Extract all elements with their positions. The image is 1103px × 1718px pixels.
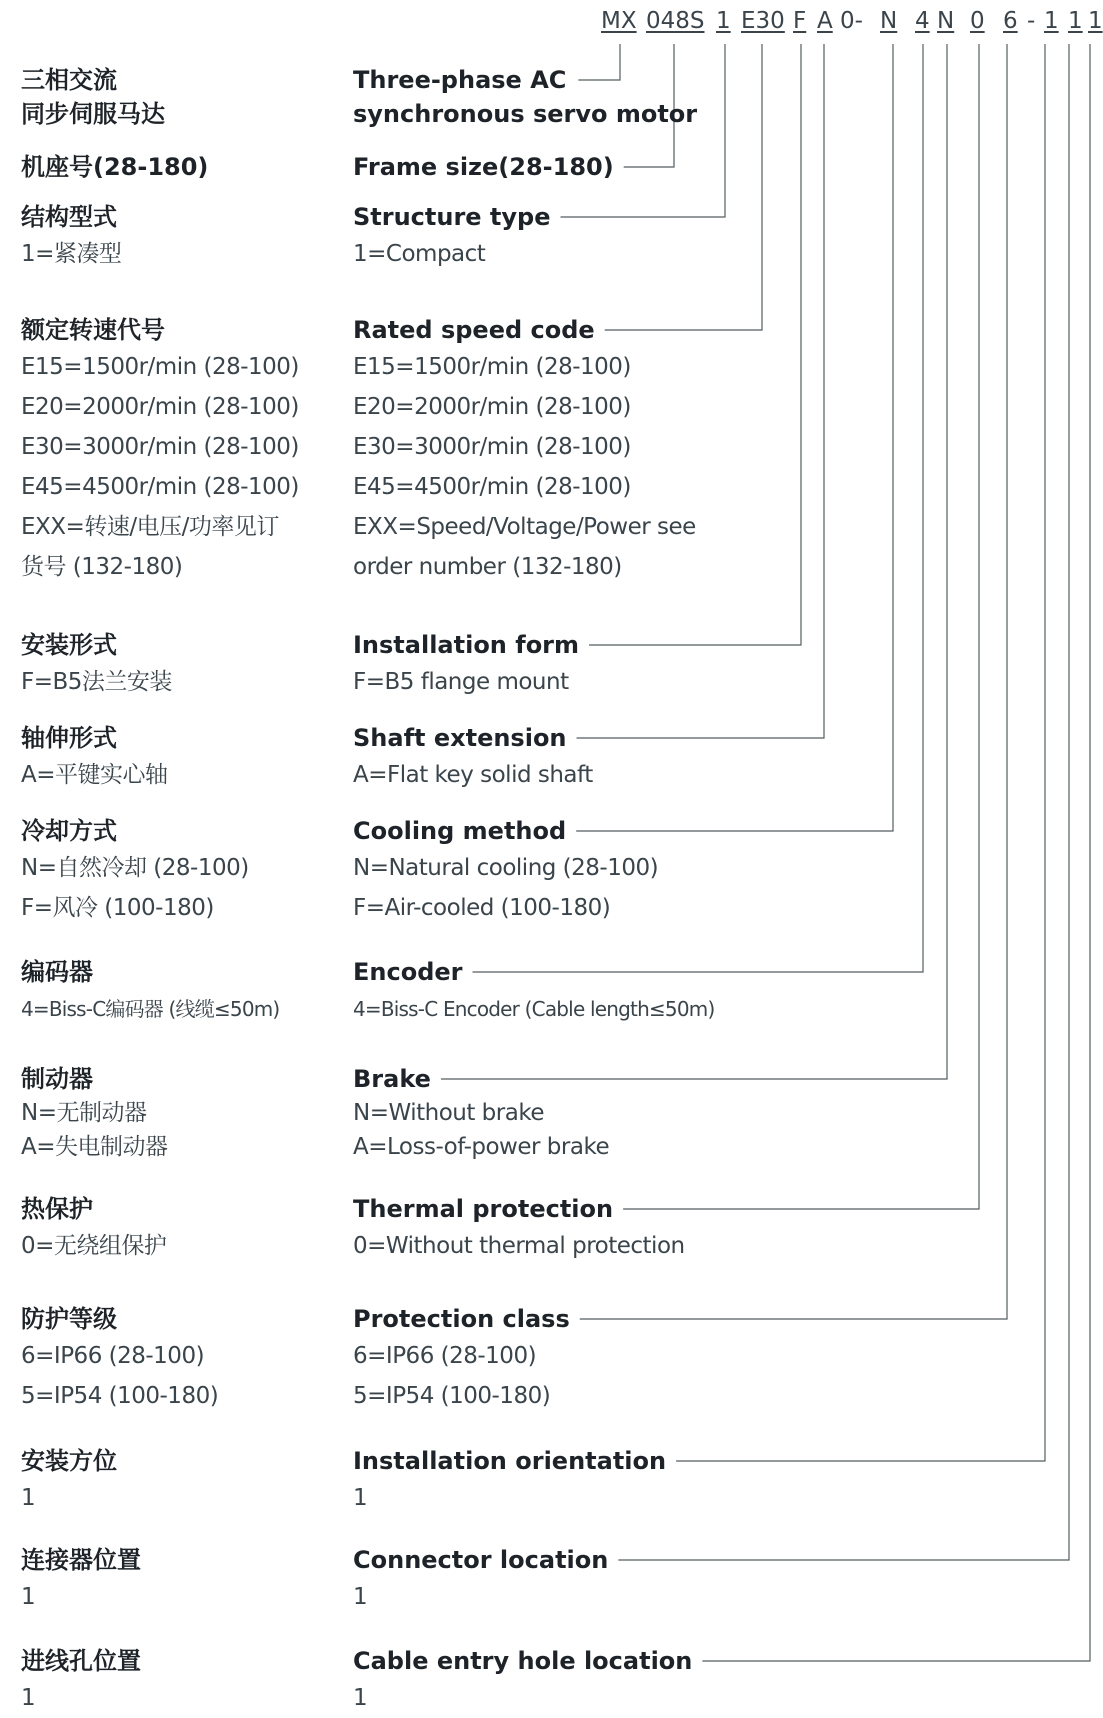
chinese-column (21, 1444, 341, 1518)
chinese-column (21, 200, 341, 274)
option-line-zh: 0=无绕组保护 (21, 1233, 167, 1259)
section-title-zh: 机座号(28-180) (21, 153, 209, 181)
option-line-zh: 货号 (132-180) (21, 554, 183, 580)
option-line-en: N=Natural cooling (28-100) (353, 855, 659, 881)
english-column (353, 1444, 1053, 1518)
option-line-zh: 4=Biss-C编码器 (线缆≤50m) (21, 997, 280, 1021)
section-title-en: synchronous servo motor (353, 100, 698, 128)
option-line-zh: 1=紧凑型 (21, 241, 122, 267)
code-segment: - (1027, 8, 1036, 34)
option-line-zh: E20=2000r/min (28-100) (21, 394, 299, 420)
english-column (353, 1302, 1053, 1416)
code-segment: 1 (1088, 8, 1103, 34)
option-line-zh: EXX=转速/电压/功率见订 (21, 514, 279, 540)
chinese-column (21, 955, 341, 1029)
section-title-zh: 热保护 (21, 1195, 93, 1223)
section-title-zh: 结构型式 (21, 203, 117, 231)
option-line-en: E15=1500r/min (28-100) (353, 354, 631, 380)
option-line-zh: 1 (21, 1584, 36, 1610)
section-title-zh: 连接器位置 (21, 1546, 141, 1574)
code-segment: A (817, 8, 833, 34)
section-title-zh: 进线孔位置 (21, 1647, 141, 1675)
option-line-en: E30=3000r/min (28-100) (353, 434, 631, 460)
option-line-en: A=Flat key solid shaft (353, 762, 593, 788)
option-line-en: E20=2000r/min (28-100) (353, 394, 631, 420)
section-title-zh: 防护等级 (21, 1305, 117, 1333)
section-title-en: Cooling method (353, 817, 567, 845)
option-line-en: 4=Biss-C Encoder (Cable length≤50m) (353, 997, 715, 1021)
section-title-en: Cable entry hole location (353, 1647, 693, 1675)
section-title-zh: 额定转速代号 (21, 316, 165, 344)
english-column (353, 1192, 1053, 1266)
option-line-en: 6=IP66 (28-100) (353, 1343, 537, 1369)
option-line-en: 1=Compact (353, 241, 486, 267)
section-title-en: Rated speed code (353, 316, 595, 344)
code-segment: N (937, 8, 955, 34)
option-line-zh: N=无制动器 (21, 1100, 147, 1126)
section-title-en: Shaft extension (353, 724, 567, 752)
section-title-zh: 编码器 (21, 958, 93, 986)
code-segment: 0 (970, 8, 985, 34)
option-line-zh: 5=IP54 (100-180) (21, 1383, 219, 1409)
chinese-column (21, 150, 341, 184)
option-line-zh: 6=IP66 (28-100) (21, 1343, 205, 1369)
section-title-zh: 三相交流 (21, 66, 117, 94)
option-line-en: E45=4500r/min (28-100) (353, 474, 631, 500)
option-line-zh: 1 (21, 1685, 36, 1711)
english-column (353, 955, 1053, 1029)
chinese-column (21, 1192, 341, 1266)
option-line-zh: A=平键实心轴 (21, 762, 168, 788)
english-column (353, 1062, 1053, 1164)
option-line-en: N=Without brake (353, 1100, 544, 1126)
option-line-zh: E30=3000r/min (28-100) (21, 434, 299, 460)
section-title-zh: 安装形式 (21, 631, 117, 659)
section-title-en: Brake (353, 1065, 431, 1093)
code-segment: 4 (915, 8, 930, 34)
section-title-en: Structure type (353, 203, 551, 231)
option-line-zh: F=风冷 (100-180) (21, 895, 214, 921)
english-column (353, 628, 1053, 702)
english-column (353, 200, 1053, 274)
section-title-en: Connector location (353, 1546, 609, 1574)
english-column (353, 1543, 1053, 1617)
code-segment: 6 (1003, 8, 1018, 34)
code-segment: N (880, 8, 898, 34)
code-segment: MX (601, 8, 637, 34)
code-segment: 048S (646, 8, 705, 34)
code-segment: 0- (840, 8, 863, 34)
code-segment: 1 (1068, 8, 1083, 34)
option-line-en: 1 (353, 1685, 368, 1711)
chinese-column (21, 1062, 341, 1164)
english-column (353, 313, 1053, 587)
chinese-column (21, 1644, 341, 1718)
section-title-en: Installation orientation (353, 1447, 667, 1475)
chinese-column (21, 1543, 341, 1617)
section-title-en: Installation form (353, 631, 580, 659)
option-line-en: 0=Without thermal protection (353, 1233, 685, 1259)
option-line-en: 5=IP54 (100-180) (353, 1383, 551, 1409)
code-segment: 1 (1044, 8, 1059, 34)
option-line-en: 1 (353, 1485, 368, 1511)
option-line-zh: 1 (21, 1485, 36, 1511)
chinese-column (21, 313, 341, 587)
chinese-column (21, 63, 341, 131)
chinese-column (21, 1302, 341, 1416)
chinese-column (21, 721, 341, 795)
chinese-column (21, 814, 341, 928)
section-title-en: Thermal protection (353, 1195, 614, 1223)
chinese-column (21, 628, 341, 702)
section-title-zh: 安装方位 (21, 1447, 117, 1475)
option-line-en: 1 (353, 1584, 368, 1610)
section-title-zh: 同步伺服马达 (21, 100, 165, 128)
code-segment: F (793, 8, 807, 34)
code-segment: E30 (741, 8, 785, 34)
code-segment: 1 (716, 8, 731, 34)
section-title-en: Protection class (353, 1305, 570, 1333)
section-title-en: Encoder (353, 958, 463, 986)
section-title-en: Three-phase AC (353, 66, 567, 94)
option-line-zh: E15=1500r/min (28-100) (21, 354, 299, 380)
english-column (353, 63, 1053, 131)
option-line-en: F=B5 flange mount (353, 669, 569, 695)
option-line-zh: N=自然冷却 (28-100) (21, 855, 249, 881)
option-line-en: A=Loss-of-power brake (353, 1134, 610, 1160)
section-title-zh: 冷却方式 (21, 817, 117, 845)
option-line-zh: E45=4500r/min (28-100) (21, 474, 299, 500)
english-column (353, 1644, 1053, 1718)
option-line-en: F=Air-cooled (100-180) (353, 895, 611, 921)
section-title-zh: 轴伸形式 (21, 724, 117, 752)
option-line-zh: A=失电制动器 (21, 1134, 168, 1160)
section-title-en: Frame size(28-180) (353, 153, 614, 181)
section-title-zh: 制动器 (21, 1065, 93, 1093)
option-line-en: EXX=Speed/Voltage/Power see (353, 514, 696, 540)
option-line-zh: F=B5法兰安装 (21, 669, 172, 695)
option-line-en: order number (132-180) (353, 554, 622, 580)
english-column (353, 721, 1053, 795)
english-column (353, 150, 1053, 184)
english-column (353, 814, 1053, 928)
